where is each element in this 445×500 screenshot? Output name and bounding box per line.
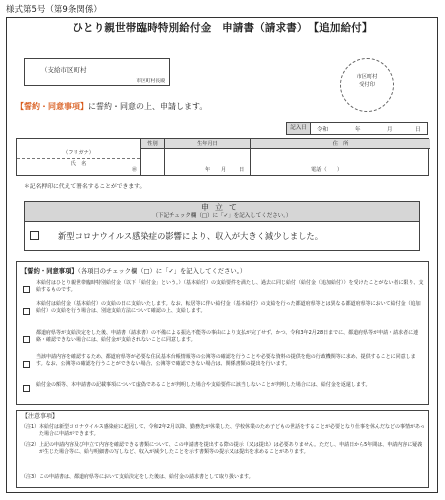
cause-header (25, 202, 419, 222)
note-key-1: （注1） (21, 424, 40, 430)
cause-text: 新型コロナウイルス感染症の影響により、収入が大きく減少しました。 (58, 231, 324, 241)
pledge-text: に誓約・同意の上、申請します。 (88, 102, 208, 111)
cause-subheading: （下記チェック欄（□）に「✓」を記入してください。） (152, 213, 292, 219)
consent-checkbox-5[interactable] (23, 385, 30, 392)
consent-checkbox-3[interactable] (23, 336, 30, 343)
dob-year: 年 (205, 167, 211, 173)
furigana-field[interactable]: （フリガナ） (17, 149, 140, 159)
name-field-label: 氏 名 (70, 161, 87, 167)
consent-header (21, 266, 246, 275)
consent-item-text-1: 本給付はひとり親世帯臨時特別給付金（以下「給付金」という。）（基本給付）の支給要件を満たし、過去に同じ給付（給付金（追加給付））を受けたことがない者に限り、支給するものです。 (36, 280, 424, 294)
stamp-line-2: 受付印 (359, 82, 375, 88)
entry-date-era: 令和 (317, 127, 329, 133)
entry-date-year: 年 (355, 127, 361, 133)
form-number: 様式第5号（第9条関係） (6, 5, 102, 15)
cause-checkbox[interactable] (30, 231, 39, 240)
cause-heading: 申立て (201, 203, 243, 212)
applicant-table (16, 138, 429, 176)
dob-month: 月 (221, 167, 227, 173)
reception-stamp (340, 58, 394, 112)
pledge-statement (16, 101, 207, 112)
dob-day: 日 (239, 167, 245, 173)
note-key-3: （注3） (21, 474, 40, 480)
note-key-2: （注2） (21, 442, 40, 448)
entry-date-month: 月 (387, 127, 393, 133)
consent-checkbox-2[interactable] (23, 308, 30, 315)
stamp-line-1: 市区町村 (356, 74, 378, 80)
consent-heading: 【誓約・同意事項】 (21, 268, 78, 275)
consent-item-text-2: 本給付は給付金（基本給付）の支給の日に支給いたします。なお、転居等に伴い給付金（基本給付）の支給を行った都道府県等とは異なる都道府県等において給付金（追加給付）の支給を行う場合は、別途支給方法について確認の上、支給します。 (36, 301, 421, 315)
consent-section (16, 261, 429, 405)
form-title (0, 20, 445, 35)
signature-note: ＊記名押印に代えて署名することができます。 (24, 184, 146, 190)
phone-label: 電話（ ） (311, 167, 343, 173)
address-column[interactable] (251, 139, 430, 175)
addressee-mayor: 市区町村長殿 (136, 79, 165, 84)
entry-date-day: 日 (415, 127, 421, 133)
notes-heading: 【注意事項】 (22, 413, 59, 420)
address-header: 住 所 (251, 139, 430, 149)
consent-heading-note: （各項目のチェック欄（□）に「✓」を記入してください。） (77, 268, 247, 275)
dob-header: 生年月日 (165, 139, 250, 149)
consent-checkbox-4[interactable] (23, 361, 30, 368)
gender-column[interactable] (141, 139, 165, 175)
gender-header: 性別 (141, 139, 164, 149)
notes-section (16, 410, 429, 488)
entry-date-label: 記入日 (287, 123, 311, 134)
title-suffix: 【追加給付】 (313, 22, 373, 34)
title-main: ひとり親世帯臨時特別給付金 申請書（請求書） (72, 22, 308, 34)
consent-checkbox-1[interactable] (23, 286, 30, 293)
cause-row (25, 222, 419, 250)
note-text-2: 上記の申請内容及び申立て内容を確認できる書類について、この申請書を提出する際の提示（又は提出）は必要ありません。ただし、申請日から5年間は、申請内容に疑義が生じた場合等に、給与明細書の写しなど、収入が減少したことを示す書類等の提示又は提出を求めることがあります。 (39, 442, 423, 455)
cause-statement-box (24, 201, 420, 251)
consent-item-text-5: 給付金の額等、本申請書の記載事項について虚偽であることが判明した場合や支給要件に該当しないことが判明した場合には、給付金を返還します。 (36, 382, 371, 388)
addressee-municipality: （支給市区町村 (41, 66, 87, 74)
consent-item-text-4: 当該申請内容を確認するため、都道府県等が必要な住民基本台帳情報等の公簿等の確認を行うことや必要な資料の提供を他の行政機関等に求め、提供することに同意します。なお、公簿等の確認を行うことができない場合、公簿等で確認できない場合は、関係書類の提出を行います。 (36, 354, 416, 368)
name-column[interactable] (17, 139, 141, 175)
dob-column[interactable] (165, 139, 251, 175)
addressee-box (24, 58, 170, 86)
seal-mark: ㊞ (131, 167, 137, 173)
consent-item-text-3: 都道府県等が支給決定をした後、申請書（請求書）の不備による振込不能等の事由により支払が完了せず、かつ、令和3年2月28日までに、都道府県等が申請・請求者に連絡・確認できない場合には、給付金が支給されないことに同意します。 (36, 330, 419, 344)
note-text-3: この申請書は、都道府県等において支給決定をした後は、給付金の請求書として取り扱います。 (39, 474, 254, 480)
note-text-1: 本給付は新型コロナウイルス感染症に起因して、令和2年2月以降、勤務先が休業した、学校休業のため子どもの世話をすることが必要となり仕事を休んだなどの事情があった場合に申請ができます。 (39, 424, 425, 437)
entry-date-box[interactable] (286, 122, 428, 135)
pledge-bracket-label: 【誓約・同意事項】 (16, 102, 88, 111)
